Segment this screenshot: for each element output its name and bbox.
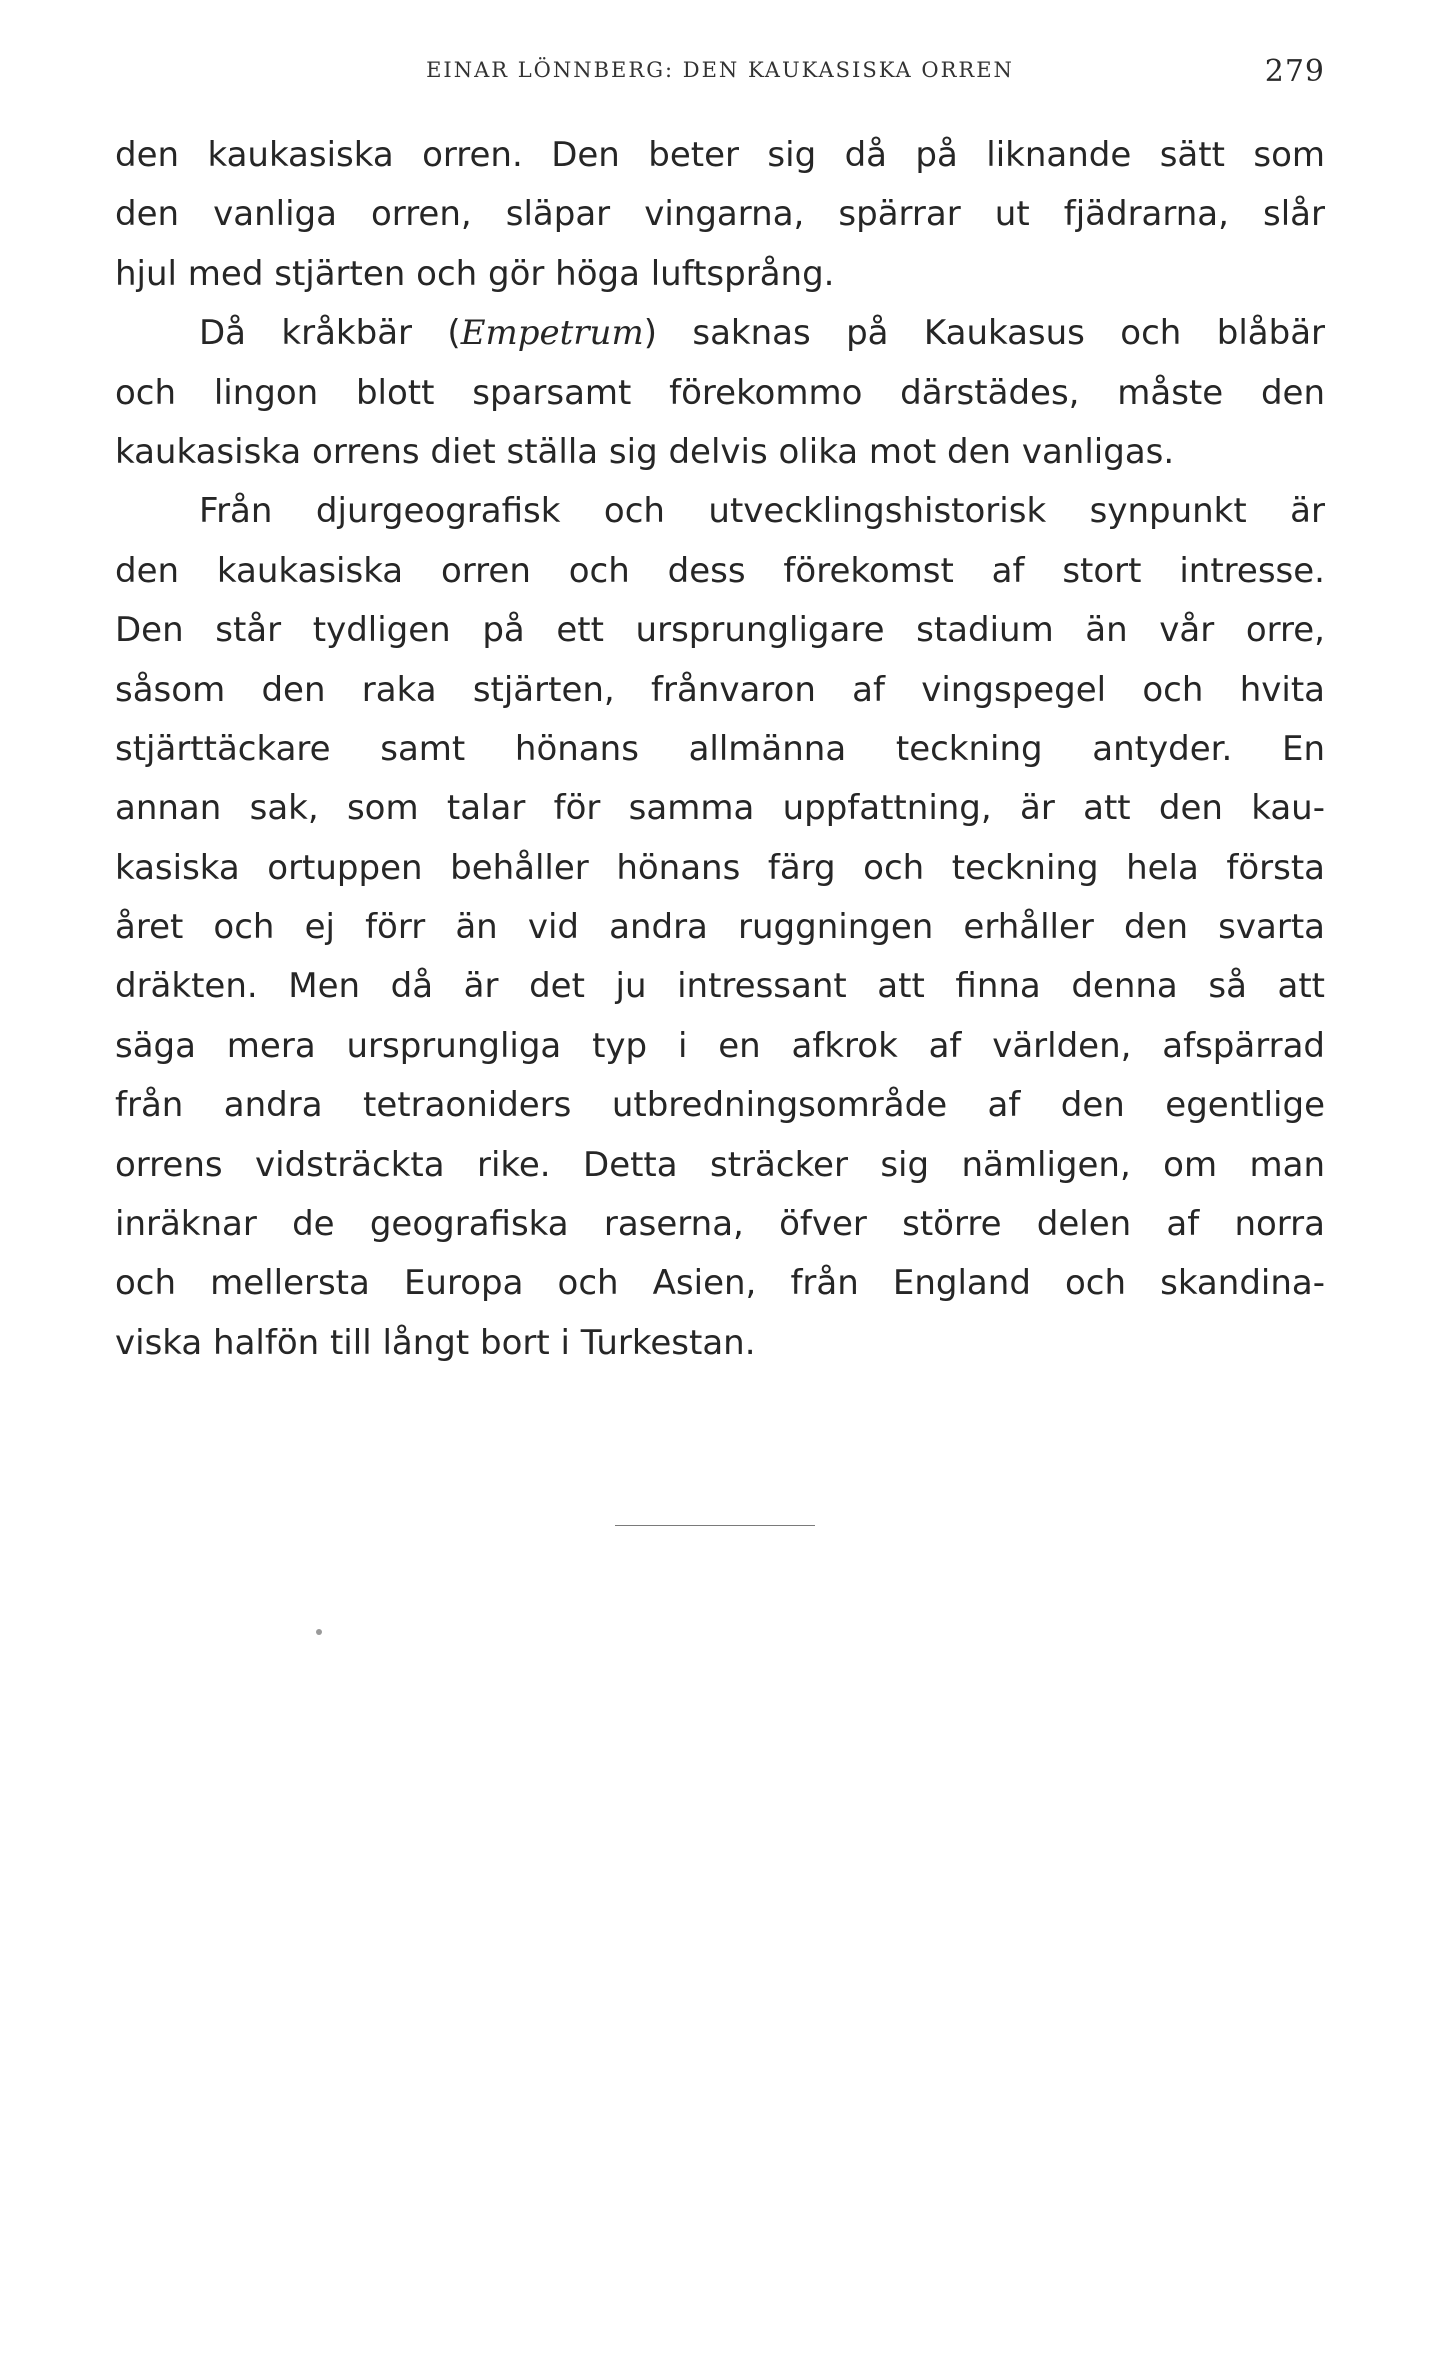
text-line: orrens vidsträckta rike. Detta sträcker sig nämligen, om man <box>115 1144 1325 1185</box>
text-line: dräkten. Men då är det ju intressant att finna denna så att <box>115 966 1325 1007</box>
section-end-rule <box>615 1525 815 1526</box>
italic-term: Empetrum <box>460 313 644 354</box>
text-line: den vanliga orren, släpar vingarna, spärrar ut fjädrarna, slår <box>115 194 1325 235</box>
text-line: inräknar de geografiska raserna, öfver större delen af norra <box>115 1204 1325 1245</box>
text-line: Den står tydligen på ett ursprungligare stadium än vår orre, <box>115 610 1325 651</box>
text-line: året och ej förr än vid andra ruggningen erhåller den svarta <box>115 907 1325 948</box>
text-line-paragraph-start <box>115 304 1325 363</box>
text-segment: Då kråkbär ( <box>199 313 461 354</box>
body-text <box>115 126 1325 1373</box>
text-line: och mellersta Europa och Asien, från England och skandina- <box>115 1263 1325 1304</box>
text-line: annan sak, som talar för samma uppfattning, är att den kau- <box>115 788 1325 829</box>
running-head <box>115 52 1325 92</box>
text-line-paragraph-start: Från djurgeografisk och utvecklingshistorisk synpunkt är <box>199 491 1325 532</box>
text-line: kaukasiska orrens diet ställa sig delvis olika mot den vanligas. <box>115 431 1175 472</box>
text-line: kasiska ortuppen behåller hönans färg och teckning hela första <box>115 847 1325 888</box>
text-line: från andra tetraoniders utbredningsområde af den egentlige <box>115 1085 1325 1126</box>
text-line: viska halfön till långt bort i Turkestan. <box>115 1322 756 1363</box>
text-line: den kaukasiska orren. Den beter sig då på liknande sätt som <box>115 135 1325 175</box>
page-number: 279 <box>1264 54 1325 89</box>
text-line: stjärttäckare samt hönans allmänna teckning antyder. En <box>115 728 1325 769</box>
text-line: hjul med stjärten och gör höga luftsprång. <box>115 253 835 294</box>
text-line: och lingon blott sparsamt förekommo därstädes, måste den <box>115 372 1325 413</box>
text-segment: ) saknas på Kaukasus och blåbär <box>643 313 1325 354</box>
text-line: såsom den raka stjärten, frånvaron af vingspegel och hvita <box>115 669 1325 710</box>
text-line: den kaukasiska orren och dess förekomst af stort intresse. <box>115 550 1325 591</box>
running-title: EINAR LÖNNBERG: DEN KAUKASISKA ORREN <box>426 58 1014 82</box>
print-speck <box>316 1629 322 1635</box>
text-line: säga mera ursprungliga typ i en afkrok af världen, afspärrad <box>115 1025 1325 1066</box>
